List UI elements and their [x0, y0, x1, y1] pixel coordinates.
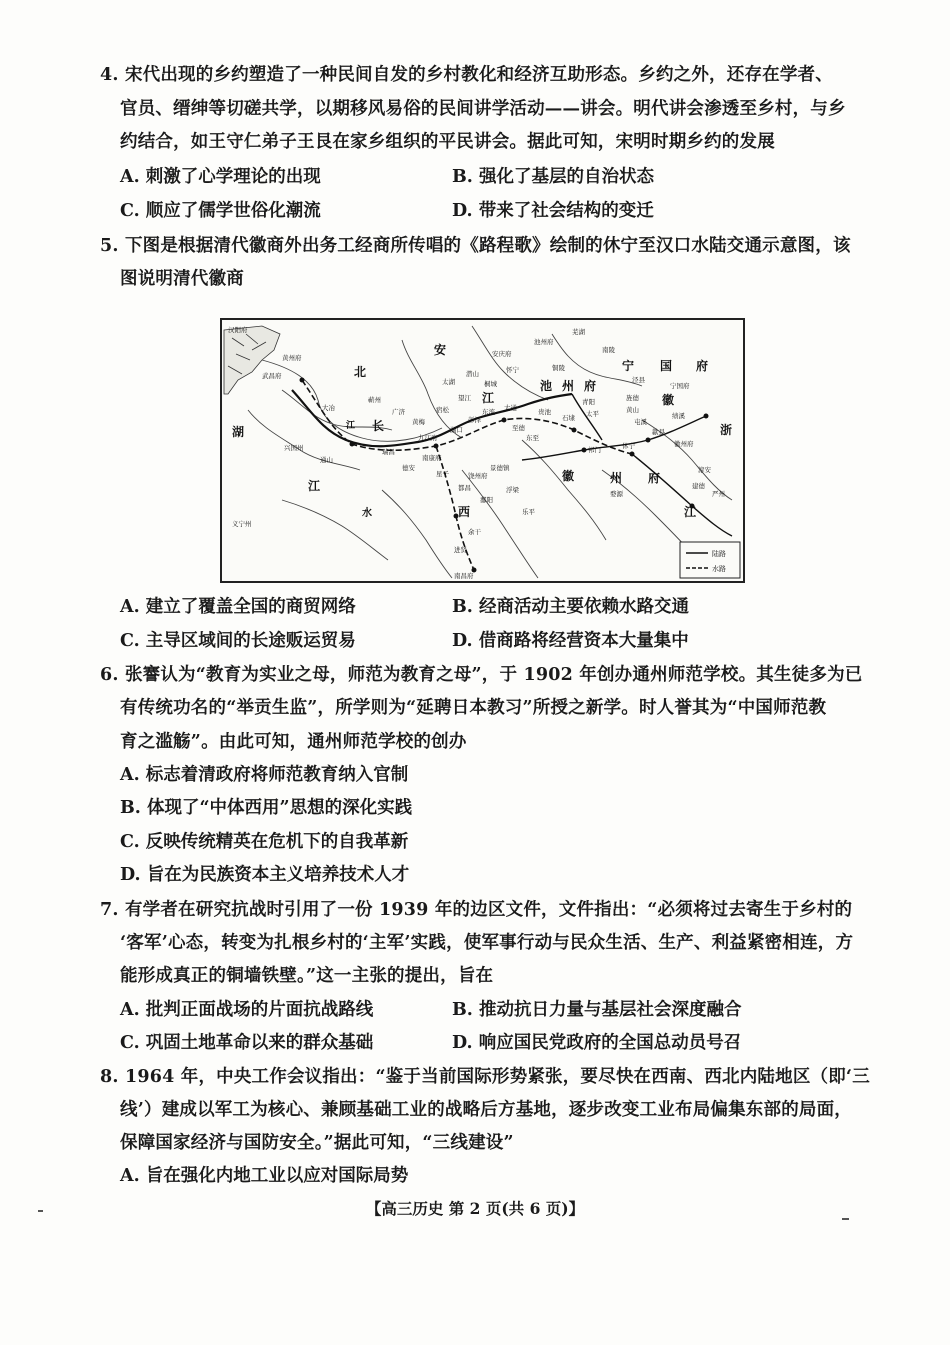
map-region-label: 府: [696, 359, 709, 373]
map-place-label: 宿松: [436, 406, 449, 414]
map-region-label: 徽: [562, 469, 575, 483]
map-place-label: 宁国府: [670, 382, 690, 390]
map-region-label: 湖: [232, 425, 245, 439]
map-place-label: 都昌: [458, 484, 471, 492]
map-place-label: 旌德: [626, 394, 639, 402]
map-place-label: 桐城: [484, 380, 497, 388]
map-region-label: 州: [610, 471, 623, 485]
map-place-label: 泾县: [632, 376, 645, 384]
question-5-line-1: 5. 下图是根据清代徽商外出务工经商所传唱的《路程歌》绘制的休宁至汉口水陆交通示意图，该: [100, 236, 851, 256]
map-region-label: 池: [540, 379, 553, 393]
question-6-option-d[interactable]: D. 旨在为民族资本主义培养技术人才: [120, 865, 410, 885]
question-4-line-3: 约结合，如王守仁弟子王艮在家乡组织的平民讲会。据此可知，宋明时期乡约的发展: [120, 132, 775, 152]
question-6-option-a[interactable]: A. 标志着清政府将师范教育纳入官制: [120, 765, 409, 785]
question-6-option-b[interactable]: B. 体现了“中体西用”思想的深化实践: [120, 798, 413, 818]
question-4-line-2: 官员、缙绅等切磋共学，以期移风易俗的民间讲学活动——讲会。明代讲会渗透至乡村，与乡: [120, 99, 846, 119]
question-5-option-c[interactable]: C. 主导区域间的长途贩运贸易: [120, 631, 356, 651]
map-legend: [680, 542, 740, 578]
map-region-label: 宁: [622, 359, 635, 373]
question-4-option-a[interactable]: A. 刺激了心学理论的出现: [120, 167, 321, 187]
question-7-line-1: 7. 有学者在研究抗战时引用了一份 1939 年的边区文件，文件指出：“必须将过去寄生于乡村的: [100, 900, 853, 920]
question-7-option-c[interactable]: C. 巩固土地革命以来的群众基础: [120, 1033, 374, 1053]
question-4-option-b[interactable]: B. 强化了基层的自治状态: [452, 167, 654, 187]
map-place-label: 怀宁: [506, 366, 519, 374]
map-place-label: 武昌府: [262, 372, 282, 380]
map-place-label: 大通: [504, 404, 517, 412]
map-region-label: 西: [458, 505, 471, 519]
map-place-label: 南陵: [602, 346, 615, 354]
map-place-label: 望江: [458, 394, 471, 402]
route-map: [220, 318, 745, 583]
lake-area: [224, 326, 280, 394]
map-region-label: 府: [584, 379, 597, 393]
map-place-label: 歙县: [652, 428, 665, 436]
map-region-label: 长: [372, 419, 385, 433]
question-7-line-3: 能形成真正的铜墙铁壁。”这一主张的提出，旨在: [120, 966, 494, 986]
question-5-option-d[interactable]: D. 借商路将经营资本大量集中: [452, 631, 689, 651]
water-routes: [302, 380, 632, 570]
map-place-label: 严州: [712, 490, 725, 498]
map-place-label: 星子: [436, 470, 449, 478]
place-labels: [228, 325, 725, 580]
question-8-line-1: 8. 1964 年，中央工作会议指出：“鉴于当前国际形势紧张，要尽快在西南、西北内陆地区（即‘三: [100, 1067, 870, 1087]
map-place-label: 黄梅: [412, 418, 425, 426]
map-place-label: 兴国州: [284, 444, 304, 452]
map-place-label: 贵池: [538, 408, 551, 416]
question-7-line-2: ‘客军’心态，转变为扎根乡村的‘主军’实践，使军事行动与民众生活、生产、利益紧密相连，方: [120, 933, 854, 953]
map-place-label: 屯溪: [634, 418, 647, 426]
scan-speck: [38, 1210, 43, 1212]
map-place-label: 饶州府: [468, 472, 488, 480]
map-place-label: 石埭: [562, 414, 575, 422]
map-place-label: 建德: [692, 482, 705, 490]
map-place-label: 大冶: [322, 404, 335, 412]
map-place-label: 铜陵: [552, 364, 565, 372]
map-region-label: 水: [362, 508, 372, 519]
question-6-line-1: 6. 张謇认为“教育为实业之母，师范为教育之母”，于 1902 年创办通州师范学校。其生徒多为已: [100, 665, 863, 685]
map-place-label: 东流: [482, 408, 495, 416]
map-place-label: 余干: [468, 528, 481, 536]
water-route-legend-label: 水路: [712, 565, 726, 573]
route-map-svg: [222, 320, 743, 581]
map-place-label: 婺源: [610, 490, 623, 498]
scan-speck: [842, 1218, 849, 1220]
map-region-label: 江: [482, 391, 495, 405]
map-place-label: 乐平: [522, 508, 535, 516]
question-4-option-d[interactable]: D. 带来了社会结构的变迁: [452, 201, 654, 221]
map-place-label: 太平: [586, 410, 599, 418]
map-region-label: 江: [684, 505, 697, 519]
map-region-label: 州: [562, 379, 575, 393]
map-region-label: 北: [354, 365, 367, 379]
question-5-option-b[interactable]: B. 经商活动主要依赖水路交通: [452, 597, 689, 617]
page-footer: 【高三历史 第 2 页(共 6 页)】: [365, 1199, 585, 1218]
map-place-label: 东至: [526, 434, 539, 442]
map-place-label: 通山: [320, 456, 333, 464]
map-place-label: 进贤: [454, 546, 467, 554]
map-region-label: 江: [308, 479, 321, 493]
question-8-line-2: 线’）建成以军工为核心、兼顾基础工业的战略后方基地，逐步改变工业布局偏集东部的局面，: [120, 1100, 852, 1120]
question-7-option-d[interactable]: D. 响应国民党政府的全国总动员号召: [452, 1033, 742, 1053]
question-7-option-a[interactable]: A. 批判正面战场的片面抗战路线: [120, 1000, 374, 1020]
map-place-label: 黄州府: [282, 354, 302, 362]
map-place-label: 潜山: [466, 370, 479, 378]
question-7-option-b[interactable]: B. 推动抗日力量与基层社会深度融合: [452, 1000, 742, 1020]
map-place-label: 休宁: [622, 442, 635, 450]
map-place-label: 瑞昌: [382, 448, 395, 456]
question-4-option-c[interactable]: C. 顺应了儒学世俗化潮流: [120, 201, 321, 221]
map-region-label: 徽: [662, 393, 675, 407]
map-place-label: 蕲州: [368, 396, 381, 404]
question-5-line-2: 图说明清代徽商: [120, 269, 244, 289]
map-place-label: 南昌府: [454, 572, 474, 580]
question-6-line-3: 育之滥觞”。由此可知，通州师范学校的创办: [120, 732, 467, 752]
map-region-label: 国: [660, 359, 673, 373]
map-region-label: 安: [434, 343, 447, 357]
question-8-option-a[interactable]: A. 旨在强化内地工业以应对国际局势: [120, 1166, 409, 1186]
map-place-label: 青阳: [582, 398, 595, 406]
map-place-label: 九江府: [418, 434, 438, 442]
map-place-label: 安庆府: [492, 350, 512, 358]
map-place-label: 德安: [402, 464, 415, 472]
map-place-label: 淳安: [698, 466, 711, 474]
question-4-line-1: 4. 宋代出现的乡约塑造了一种民间自发的乡村教化和经济互助形态。乡约之外，还存在学者、: [100, 65, 833, 85]
map-region-label: 江: [346, 421, 356, 431]
question-6-line-2: 有传统功名的“举贡生监”，所学则为“延聘日本教习”所授之新学。时人誉其为“中国师范教: [120, 698, 827, 718]
question-5-option-a[interactable]: A. 建立了覆盖全国的商贸网络: [120, 597, 356, 617]
map-region-label: 府: [648, 471, 661, 485]
map-region-label: 浙: [720, 423, 733, 437]
map-place-label: 南康府: [422, 454, 442, 462]
question-6-option-c[interactable]: C. 反映传统精英在危机下的自我革新: [120, 832, 409, 852]
map-place-label: 至德: [512, 424, 525, 432]
map-place-label: 汉阳府: [228, 326, 248, 334]
map-place-label: 祁门: [588, 446, 601, 454]
map-place-label: 芜湖: [572, 328, 585, 336]
question-8-line-3: 保障国家经济与国防安全。”据此可知，“三线建设”: [120, 1133, 514, 1153]
map-place-label: 徽州府: [674, 440, 694, 448]
map-place-label: 太湖: [442, 378, 455, 386]
map-place-label: 鄱阳: [480, 496, 493, 504]
map-place-label: 浮梁: [506, 486, 519, 494]
map-place-label: 义宁州: [232, 520, 252, 528]
land-routes: [522, 394, 732, 536]
map-place-label: 黄山: [626, 406, 639, 414]
land-route-legend-label: 陆路: [712, 550, 726, 558]
map-place-label: 广济: [392, 408, 405, 416]
map-place-label: 池州府: [534, 338, 554, 346]
map-place-label: 绩溪: [672, 412, 685, 420]
map-place-label: 湖口: [450, 426, 463, 434]
map-place-label: 景德镇: [490, 464, 510, 472]
map-place-label: 彭泽: [468, 416, 481, 424]
